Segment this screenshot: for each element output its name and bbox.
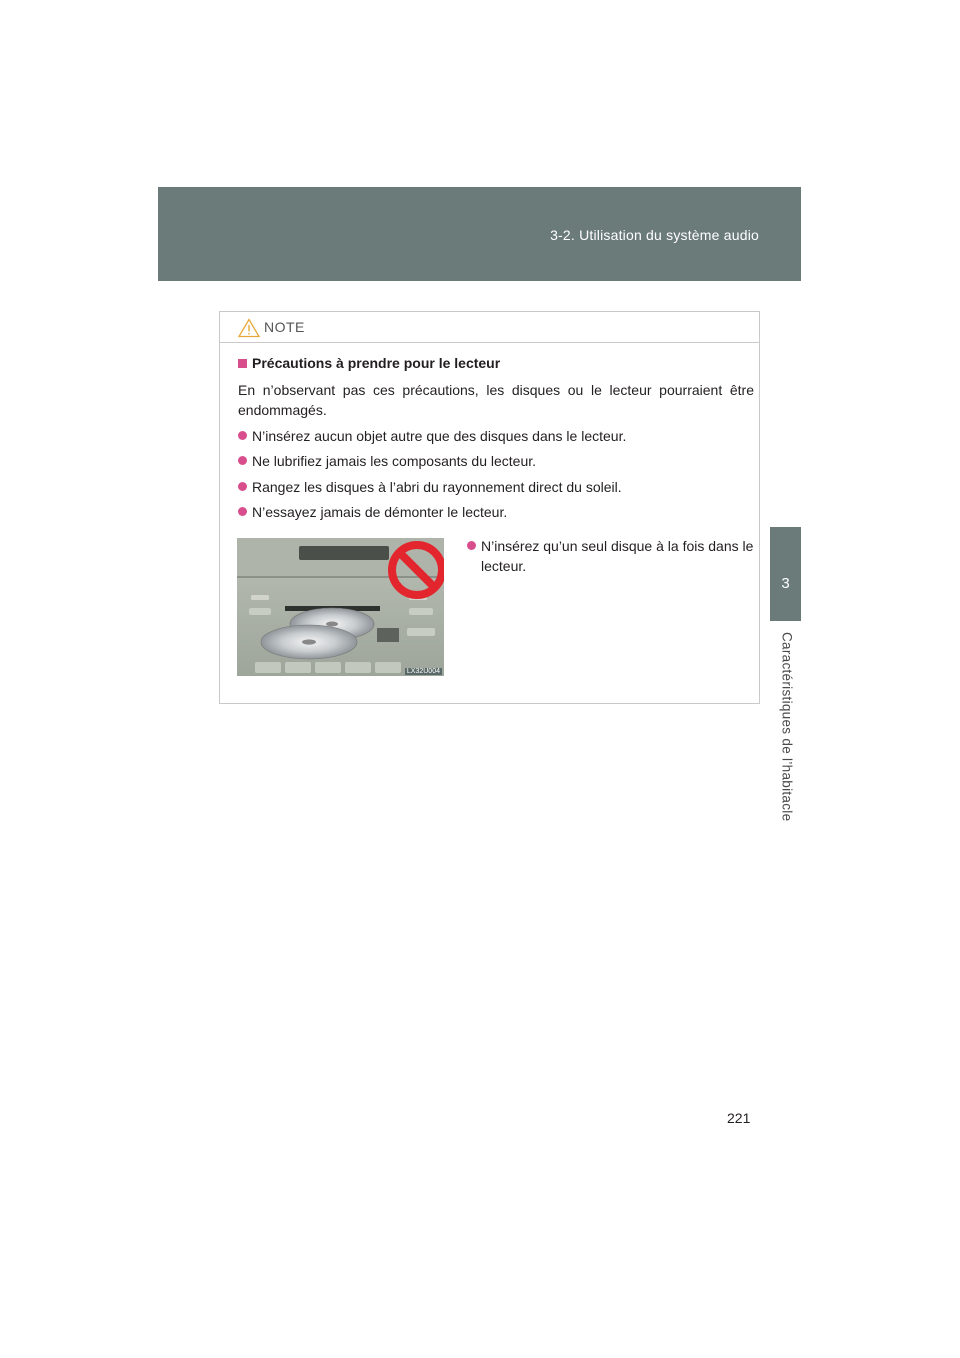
intro-paragraph: En n’observant pas ces précautions, les disques ou le lecteur pourraient être endommagés. <box>238 382 754 418</box>
note-box <box>219 311 760 704</box>
chapter-number: 3 <box>781 575 790 592</box>
precautions-heading-text: Précautions à prendre pour le lecteur <box>252 355 501 371</box>
bullet-dot-icon <box>238 482 247 491</box>
chapter-tab <box>770 527 801 621</box>
list-item <box>238 451 536 471</box>
list-item <box>238 477 622 497</box>
list-item <box>467 536 757 576</box>
square-bullet-icon <box>238 359 247 368</box>
image-caption: LX32U004 <box>406 668 440 675</box>
bullet-dot-icon <box>238 456 247 465</box>
list-item-text-continued: lecteur. <box>481 558 527 574</box>
chapter-label: Caractéristiques de l’habitacle <box>779 632 795 822</box>
list-item-text: Ne lubrifiez jamais les composants du lecteur. <box>252 453 537 469</box>
list-item-text: Rangez les disques à l’abri du rayonnement direct du soleil. <box>252 479 622 495</box>
bullet-dot-icon <box>238 507 247 516</box>
section-title: 3-2. Utilisation du système audio <box>550 227 759 243</box>
note-title: NOTE <box>264 319 305 335</box>
list-item <box>238 426 626 446</box>
bullet-dot-icon <box>467 541 476 550</box>
list-item-text: N’insérez aucun objet autre que des disques dans le lecteur. <box>252 428 627 444</box>
page-number: 221 <box>727 1110 751 1126</box>
list-item <box>238 502 507 522</box>
cd-player-illustration <box>237 538 444 676</box>
cd-player-image <box>237 538 444 676</box>
list-item-text: N’essayez jamais de démonter le lecteur. <box>252 504 508 520</box>
note-header <box>220 312 759 343</box>
warning-icon <box>238 318 260 338</box>
bullet-dot-icon <box>238 431 247 440</box>
precautions-heading <box>238 355 500 371</box>
list-item-text: N’insérez qu’un seul disque à la fois dans le <box>481 538 754 554</box>
header-band <box>158 187 801 281</box>
